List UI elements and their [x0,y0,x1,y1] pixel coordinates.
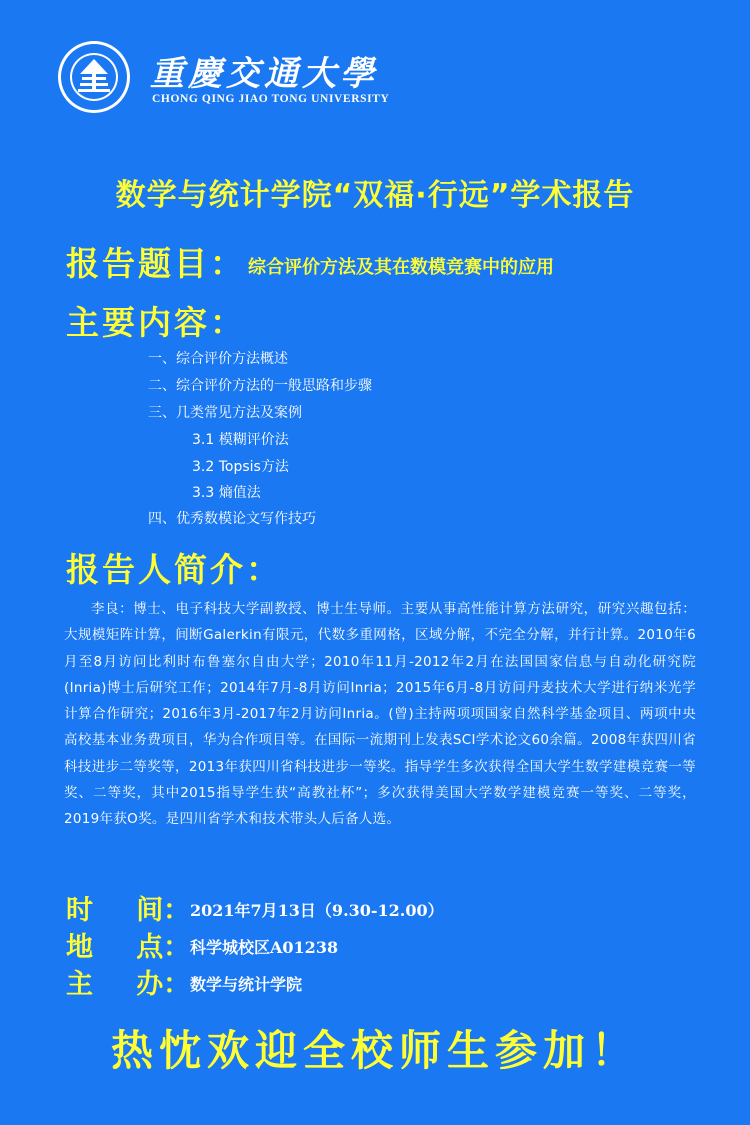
outline-item: 三、几类常见方法及案例 [148,405,302,421]
host-label-b: 办： [136,969,191,1000]
time-label [66,888,190,927]
outline-subitem: 3.3 熵值法 [192,485,261,501]
event-title: 数学与统计学院“双福·行远”学术报告 [115,178,635,213]
outline-subitem: 3.2 Topsis方法 [192,459,289,475]
speaker-label: 报告人简介： [66,550,282,589]
outline-subitem: 3.1 模糊评价法 [192,432,289,448]
place-label-a: 地 [66,932,93,963]
topic-text: 综合评价方法及其在数模竞赛中的应用 [248,257,554,278]
outline-item: 四、优秀数模论文写作技巧 [148,511,316,527]
host-label-a: 主 [66,969,93,1000]
place-label [66,925,190,964]
speaker-bio: 李良：博士、电子科技大学副教授、博士生导师。主要从事高性能计算方法研究，研究兴趣包括：大规模矩阵计算，间断Galerkin有限元，代数多重网格，区域分解，不完全分解，并行计算。2010年6月至8月访问比利时布鲁塞尔自由大学；2010年11月-2012年2月在法国国家信息与自动化研究院(Inria)博士后研究工作；2014年7月-8月访问Inria；2015年6月-8月访问丹麦技术大学进行纳米光学计算合作研究；2016年3月-2017年2月访问Inria。(曾)主持两项项国家自然科学基金项目、两项中央高校基本业务费项目，华为合作项目等。在国际一流期刊上发表SCI学术论文60余篇。2008年获四川省科技进步二等奖等，2013年获四川省科技进步一等奖。指导学生多次获得全国大学生数学建模竞赛一等奖、二等奖，其中2015指导学生获“高教社杯”；多次获得美国大学数学建模竞赛一等奖、二等奖，2019年获O奖。是四川省学术和技术带头人后备人选。 [64,601,696,828]
time-value: 2021年7月13日（9.30-12.00） [190,901,444,920]
host-label [66,962,190,1001]
time-label-a: 时 [66,895,93,926]
topic-label: 报告题目： [66,244,246,283]
welcome-banner: 热忱欢迎全校师生参加！ [110,1026,639,1075]
university-name-cn: 重慶交通大學 [150,54,378,94]
outline-item: 一、综合评价方法概述 [148,351,288,367]
time-label-b: 间： [136,895,191,926]
outline-item: 二、综合评价方法的一般思路和步骤 [148,378,372,394]
place-label-b: 点： [136,932,191,963]
university-name-en: CHONG QING JIAO TONG UNIVERSITY [152,93,390,105]
host-value: 数学与统计学院 [190,975,303,994]
place-value: 科学城校区A01238 [190,938,339,957]
university-seal-icon [57,40,131,114]
content-label: 主要内容： [66,303,246,342]
